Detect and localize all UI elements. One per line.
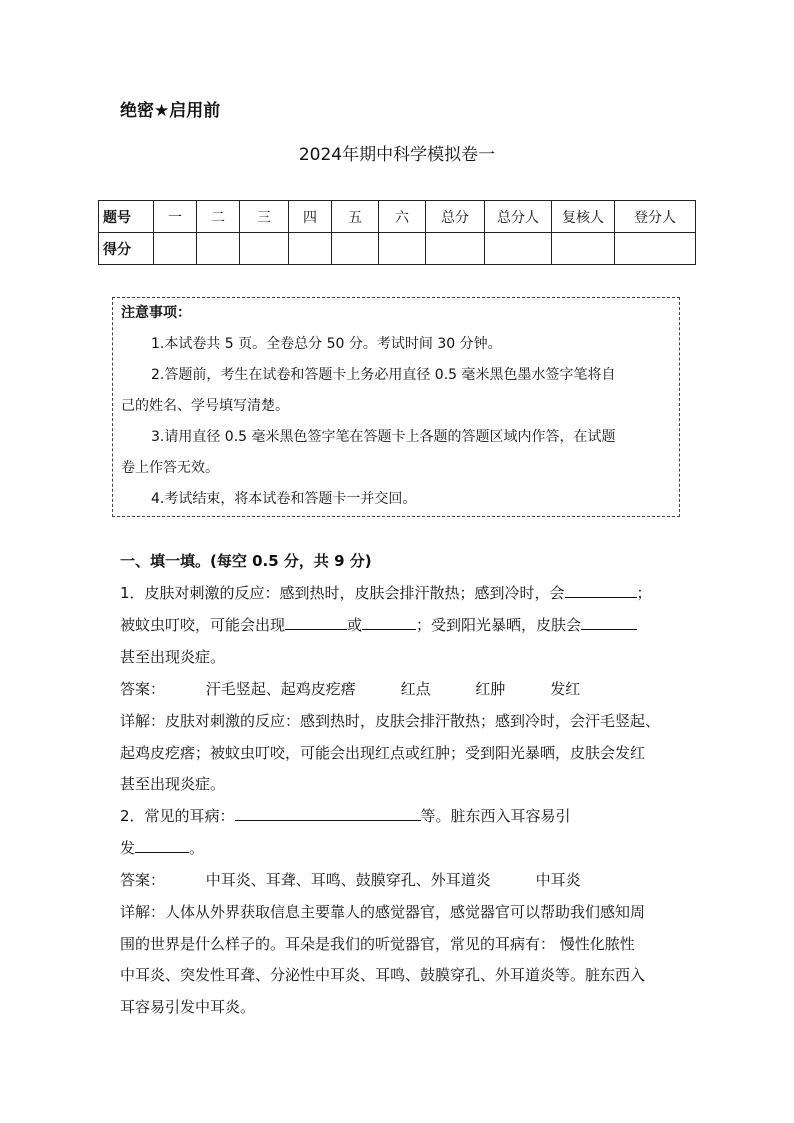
notice-line: 卷上作答无效。 — [121, 460, 219, 476]
notice-box — [112, 297, 680, 517]
score-input-cell[interactable] — [379, 233, 426, 265]
notice-line: 1.本试卷共 5 页。全卷总分 50 分。考试时间 30 分钟。 — [151, 336, 502, 352]
score-input-cell[interactable] — [240, 233, 289, 265]
answer-label: 答案： — [120, 871, 166, 889]
detail-line: 甚至出现炎症。 — [120, 775, 226, 793]
question-2-line-1 — [120, 805, 571, 826]
answer-blank[interactable] — [285, 615, 347, 630]
table-cell: 题号 — [99, 201, 154, 233]
notice-line: 4.考试结束，将本试卷和答题卡一并交回。 — [151, 491, 417, 507]
answer-text: 红点 — [400, 680, 431, 698]
score-input-cell[interactable] — [154, 233, 197, 265]
answer-blank[interactable] — [565, 583, 637, 598]
page-title: 2024年期中科学模拟卷一 — [298, 145, 496, 165]
table-cell: 三 — [240, 201, 289, 233]
score-input-cell[interactable] — [332, 233, 379, 265]
table-cell: 五 — [332, 201, 379, 233]
detail-line: 耳容易引发中耳炎。 — [120, 998, 256, 1016]
detail-line: 详解：皮肤对刺激的反应：感到热时，皮肤会排汗散热；感到冷时，会汗毛竖起、 — [120, 712, 661, 730]
question-text: 等。脏东西入耳容易引 — [420, 807, 571, 825]
answer-blank[interactable] — [135, 838, 189, 853]
question-text: ； — [636, 584, 652, 602]
table-cell: 得分 — [99, 233, 154, 265]
answer-text: 汗毛竖起、起鸡皮疙瘩 — [205, 680, 356, 698]
answer-line — [120, 869, 581, 890]
score-input-cell[interactable] — [615, 233, 696, 265]
question-text: 1．皮肤对刺激的反应：感到热时，皮肤会排汗散热；感到冷时，会 — [120, 584, 565, 602]
question-2-line-2 — [120, 837, 204, 858]
table-cell: 六 — [379, 201, 426, 233]
table-row — [99, 201, 696, 233]
table-cell: 总分 — [426, 201, 485, 233]
score-input-cell[interactable] — [485, 233, 552, 265]
answer-blank[interactable] — [581, 615, 637, 630]
table-cell: 复核人 — [552, 201, 615, 233]
score-input-cell[interactable] — [197, 233, 240, 265]
score-table — [98, 200, 696, 265]
table-cell: 四 — [289, 201, 332, 233]
answer-blank[interactable] — [362, 615, 416, 630]
table-cell: 登分人 — [615, 201, 696, 233]
score-input-cell[interactable] — [289, 233, 332, 265]
question-text: 2．常见的耳病： — [120, 807, 235, 825]
question-1-line-3: 甚至出现炎症。 — [120, 648, 226, 666]
question-1-line-1 — [120, 582, 652, 603]
answer-text: 红肿 — [475, 680, 506, 698]
confidential-label: 绝密★启用前 — [120, 101, 221, 121]
table-cell: 总分人 — [485, 201, 552, 233]
table-cell: 二 — [197, 201, 240, 233]
question-text: ；受到阳光暴晒，皮肤会 — [416, 616, 582, 634]
detail-line: 详解：人体从外界获取信息主要靠人的感觉器官，感觉器官可以帮助我们感知周 — [120, 903, 646, 921]
question-text: 。 — [189, 839, 205, 857]
table-row — [99, 233, 696, 265]
notice-line: 3.请用直径 0.5 毫米黑色签字笔在答题卡上各题的答题区域内作答，在试题 — [151, 429, 616, 445]
score-input-cell[interactable] — [552, 233, 615, 265]
answer-line — [120, 678, 580, 699]
section-heading: 一、填一填。(每空 0.5 分，共 9 分) — [120, 552, 372, 570]
notice-heading: 注意事项： — [121, 305, 191, 321]
answer-text: 中耳炎 — [535, 871, 581, 889]
answer-text: 发红 — [550, 680, 581, 698]
answer-blank[interactable] — [235, 806, 421, 821]
notice-line: 己的姓名、学号填写清楚。 — [121, 398, 289, 414]
question-text: 发 — [120, 839, 136, 857]
table-cell: 一 — [154, 201, 197, 233]
score-input-cell[interactable] — [426, 233, 485, 265]
notice-line: 2.答题前，考生在试卷和答题卡上务必用直径 0.5 毫米黑色墨水签字笔将自 — [151, 367, 616, 383]
question-text: 被蚊虫叮咬，可能会出现 — [120, 616, 286, 634]
detail-line: 起鸡皮疙瘩；被蚊虫叮咬，可能会出现红点或红肿；受到阳光暴晒，皮肤会发红 — [120, 744, 646, 762]
detail-line: 中耳炎、突发性耳聋、分泌性中耳炎、耳鸣、鼓膜穿孔、外耳道炎等。脏东西入 — [120, 966, 646, 984]
answer-label: 答案： — [120, 680, 166, 698]
answer-text: 中耳炎、耳聋、耳鸣、鼓膜穿孔、外耳道炎 — [205, 871, 491, 889]
detail-line: 围的世界是什么样子的。耳朵是我们的听觉器官，常见的耳病有： 慢性化脓性 — [120, 935, 635, 953]
question-text: 或 — [347, 616, 363, 634]
question-1-line-2 — [120, 614, 637, 635]
